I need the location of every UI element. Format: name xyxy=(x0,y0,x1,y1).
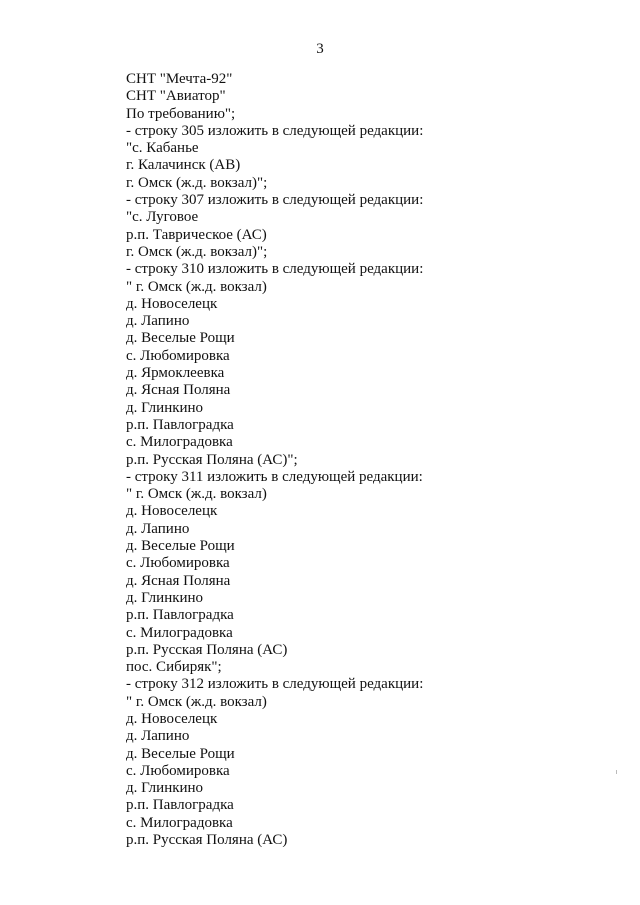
text-line: д. Новоселецк xyxy=(126,710,218,727)
text-line: р.п. Русская Поляна (АС) xyxy=(126,832,288,849)
text-line: с. Милоградовка xyxy=(126,624,233,641)
text-line: д. Ясная Поляна xyxy=(126,382,231,399)
text-line: д. Веселые Рощи xyxy=(126,745,235,762)
text-line: д. Лапино xyxy=(126,728,190,745)
text-line: д. Веселые Рощи xyxy=(126,538,235,555)
text-line: р.п. Павлоградка xyxy=(126,416,234,433)
text-line: - строку 310 изложить в следующей редакции: xyxy=(126,261,424,278)
text-line: д. Новоселецк xyxy=(126,503,218,520)
text-line: с. Милоградовка xyxy=(126,814,233,831)
scan-artifact xyxy=(616,770,617,774)
text-line: д. Веселые Рощи xyxy=(126,330,235,347)
text-line: р.п. Павлоградка xyxy=(126,797,234,814)
text-line: СНТ "Авиатор" xyxy=(126,88,226,105)
text-line: - строку 305 изложить в следующей редакции: xyxy=(126,122,424,139)
text-line: д. Лапино xyxy=(126,520,190,537)
text-line: д. Лапино xyxy=(126,313,190,330)
text-line: " г. Омск (ж.д. вокзал) xyxy=(126,278,267,295)
page-number: 3 xyxy=(316,41,324,57)
text-line: д. Новоселецк xyxy=(126,295,218,312)
document-body xyxy=(126,71,596,849)
text-line: д. Глинкино xyxy=(126,399,204,416)
text-line: с. Милоградовка xyxy=(126,434,233,451)
text-line: р.п. Русская Поляна (АС) xyxy=(126,641,288,658)
text-line: - строку 307 изложить в следующей редакции: xyxy=(126,192,424,209)
text-line: - строку 311 изложить в следующей редакции: xyxy=(126,468,423,485)
text-line: д. Ярмоклеевка xyxy=(126,365,225,382)
text-line: р.п. Павлоградка xyxy=(126,607,234,624)
text-line: с. Любомировка xyxy=(126,555,230,572)
text-line: СНТ "Мечта-92" xyxy=(126,71,233,87)
text-line: с. Любомировка xyxy=(126,347,230,364)
text-line: пос. Сибиряк"; xyxy=(126,659,222,676)
text-line: " г. Омск (ж.д. вокзал) xyxy=(126,486,267,503)
text-line: р.п. Русская Поляна (АС)"; xyxy=(126,451,298,468)
text-line: " г. Омск (ж.д. вокзал) xyxy=(126,693,267,710)
text-line: г. Омск (ж.д. вокзал)"; xyxy=(126,174,268,191)
text-line: "с. Кабанье xyxy=(126,140,199,157)
text-line: "с. Луговое xyxy=(126,209,199,226)
text-line: д. Глинкино xyxy=(126,780,204,797)
text-line: г. Калачинск (АВ) xyxy=(126,157,241,174)
text-line: По требованию"; xyxy=(126,105,236,122)
text-line: г. Омск (ж.д. вокзал)"; xyxy=(126,243,268,260)
text-line: с. Любомировка xyxy=(126,762,230,779)
text-line: - строку 312 изложить в следующей редакции: xyxy=(126,676,424,693)
text-line: д. Ясная Поляна xyxy=(126,572,231,589)
text-line: д. Глинкино xyxy=(126,589,204,606)
text-line: р.п. Таврическое (АС) xyxy=(126,226,267,243)
